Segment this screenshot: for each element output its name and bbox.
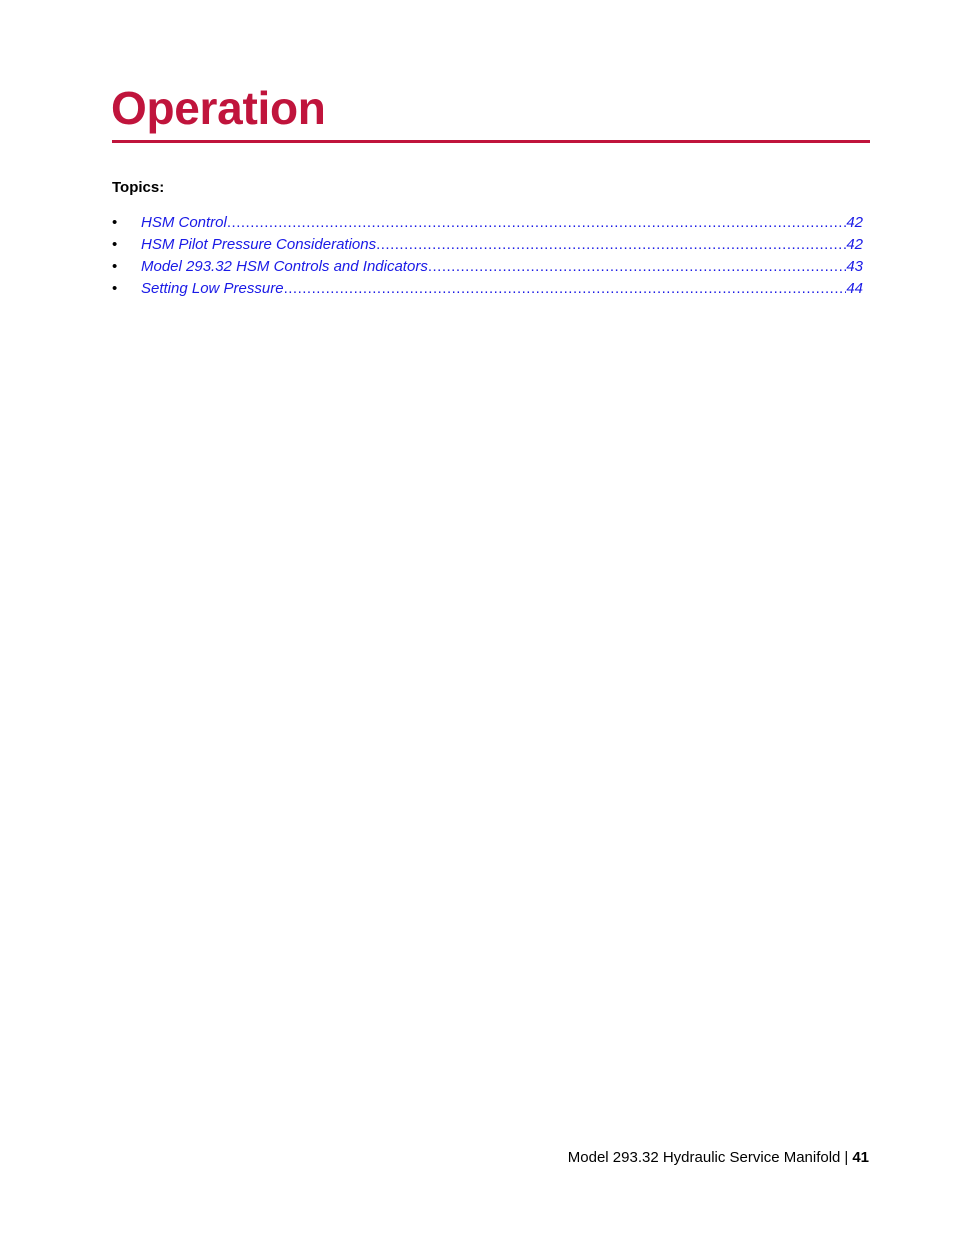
topic-link-text: HSM Control <box>141 214 227 231</box>
topic-link-text: Setting Low Pressure <box>141 280 284 297</box>
topic-link-setting-low-pressure[interactable] <box>141 278 863 300</box>
topic-page-number: 43 <box>846 258 863 275</box>
footer-page-number: 41 <box>852 1149 869 1166</box>
dot-leader <box>428 256 846 278</box>
topic-link-text: HSM Pilot Pressure Considerations <box>141 236 377 253</box>
bullet-icon: • <box>112 214 118 231</box>
topics-label: Topics: <box>112 179 165 196</box>
topics-list <box>112 212 863 300</box>
bullet-icon: • <box>112 236 118 253</box>
topic-item <box>112 278 863 300</box>
topic-link-text: Model 293.32 HSM Controls and Indicators <box>141 258 428 275</box>
footer-document-title: Model 293.32 Hydraulic Service Manifold <box>567 1149 841 1166</box>
topic-link-hsm-control[interactable] <box>141 212 863 234</box>
dot-leader <box>227 212 846 234</box>
topic-page-number: 44 <box>846 280 863 297</box>
topic-item <box>112 234 863 256</box>
bullet-icon: • <box>112 280 118 297</box>
dot-leader <box>376 234 846 256</box>
topic-item <box>112 256 863 278</box>
title-rule <box>112 140 870 143</box>
bullet-icon: • <box>112 258 118 275</box>
topic-link-hsm-pilot-pressure[interactable] <box>141 234 863 256</box>
topic-item <box>112 212 863 234</box>
dot-leader <box>284 278 847 300</box>
footer-separator: | <box>844 1149 849 1166</box>
page-footer <box>568 1148 869 1168</box>
topic-link-controls-indicators[interactable] <box>141 256 863 278</box>
topic-page-number: 42 <box>846 236 863 253</box>
chapter-title: Operation <box>111 82 326 134</box>
topic-page-number: 42 <box>846 214 863 231</box>
